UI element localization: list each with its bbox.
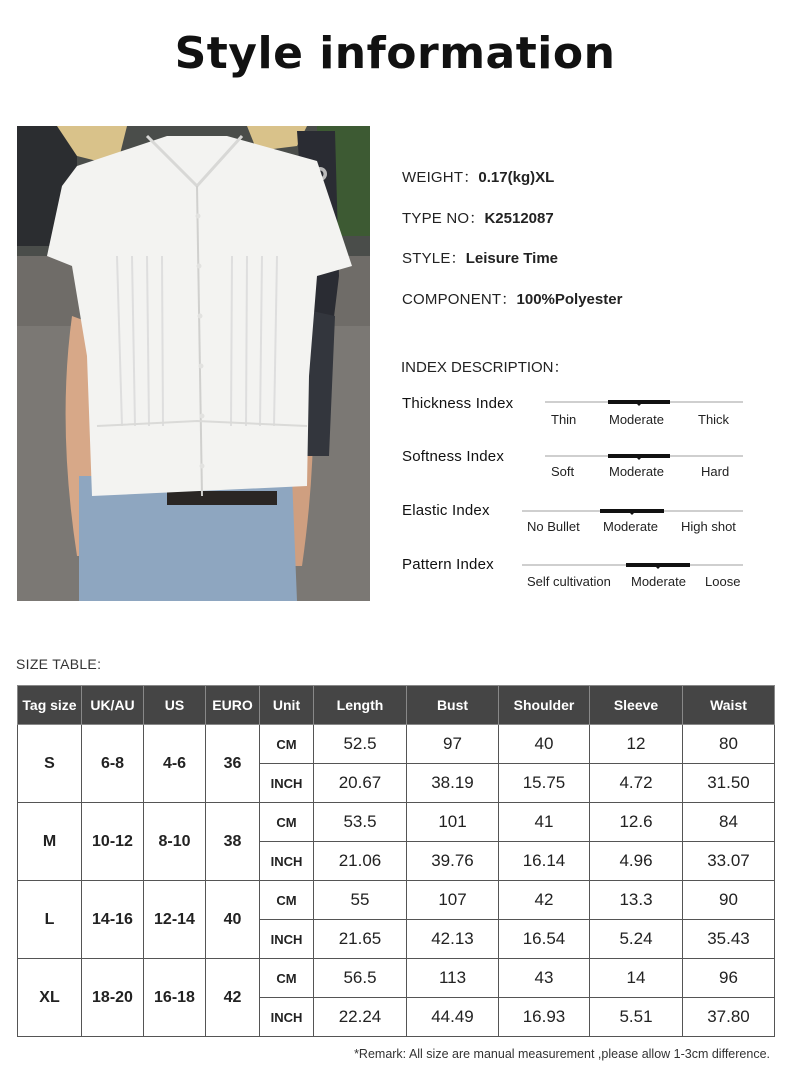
bust-cell: 97: [407, 725, 499, 764]
header-uk-au: UK/AU: [82, 686, 144, 725]
index-option-high-shot: High shot: [681, 519, 736, 534]
index-option-thin: Thin: [551, 412, 577, 427]
size-table-header-row: [18, 686, 775, 725]
product-photo-illustration: [17, 126, 370, 601]
tag-size-cell: S: [18, 725, 82, 803]
header-bust: Bust: [407, 686, 499, 725]
index-option-moderate: Moderate: [609, 412, 664, 427]
shoulder-cell: 41: [499, 803, 590, 842]
index-option-soft: Soft: [551, 464, 575, 479]
header-tag-size: Tag size: [18, 686, 82, 725]
shoulder-cell: 42: [499, 881, 590, 920]
euro-cell: 36: [206, 725, 260, 803]
index-option-hard: Hard: [701, 464, 730, 479]
waist-cell: 31.50: [683, 764, 775, 803]
length-cell: 53.5: [314, 803, 407, 842]
length-cell: 21.06: [314, 842, 407, 881]
length-cell: 20.67: [314, 764, 407, 803]
shoulder-cell: 40: [499, 725, 590, 764]
info-style-label: STYLE：: [402, 250, 466, 267]
sleeve-cell: 5.51: [590, 998, 683, 1037]
shoulder-cell: 43: [499, 959, 590, 998]
us-cell: 12-14: [144, 881, 206, 959]
unit-cell: INCH: [260, 920, 314, 959]
euro-cell: 38: [206, 803, 260, 881]
uk-au-cell: 6-8: [82, 725, 144, 803]
info-weight-value: 0.17(kg)XL: [478, 169, 555, 186]
index-option-loose: Loose: [705, 574, 741, 589]
uk-au-cell: 10-12: [82, 803, 144, 881]
waist-cell: 90: [683, 881, 775, 920]
index-name-thickness: Thickness Index: [402, 395, 514, 412]
bust-cell: 39.76: [407, 842, 499, 881]
us-cell: 4-6: [144, 725, 206, 803]
waist-cell: 37.80: [683, 998, 775, 1037]
bust-cell: 107: [407, 881, 499, 920]
shoulder-cell: 15.75: [499, 764, 590, 803]
size-table: [17, 685, 775, 1037]
index-name-softness: Softness Index: [402, 448, 505, 465]
waist-cell: 33.07: [683, 842, 775, 881]
page-title: Style information: [174, 28, 616, 79]
table-row: [18, 725, 775, 764]
unit-cell: INCH: [260, 764, 314, 803]
bust-cell: 42.13: [407, 920, 499, 959]
index-option-no-bullet: No Bullet: [527, 519, 580, 534]
sleeve-cell: 14: [590, 959, 683, 998]
info-type-no-value: K2512087: [484, 210, 554, 227]
info-component-value: 100%Polyester: [516, 291, 623, 308]
bust-cell: 38.19: [407, 764, 499, 803]
shoulder-cell: 16.54: [499, 920, 590, 959]
info-component-label: COMPONENT：: [402, 291, 517, 308]
tag-size-cell: L: [18, 881, 82, 959]
bust-cell: 113: [407, 959, 499, 998]
waist-cell: 84: [683, 803, 775, 842]
tag-size-cell: M: [18, 803, 82, 881]
sleeve-cell: 13.3: [590, 881, 683, 920]
waist-cell: 35.43: [683, 920, 775, 959]
bust-cell: 101: [407, 803, 499, 842]
sleeve-cell: 12.6: [590, 803, 683, 842]
euro-cell: 42: [206, 959, 260, 1037]
index-marker-softness: [608, 454, 670, 458]
remark-note: *Remark: All size are manual measurement ,please allow 1-3cm difference.: [354, 1047, 770, 1061]
shoulder-cell: 16.93: [499, 998, 590, 1037]
us-cell: 16-18: [144, 959, 206, 1037]
sleeve-cell: 12: [590, 725, 683, 764]
sleeve-cell: 5.24: [590, 920, 683, 959]
tag-size-cell: XL: [18, 959, 82, 1037]
header-us: US: [144, 686, 206, 725]
us-cell: 8-10: [144, 803, 206, 881]
unit-cell: INCH: [260, 842, 314, 881]
header-shoulder: Shoulder: [499, 686, 590, 725]
sleeve-cell: 4.96: [590, 842, 683, 881]
length-cell: 21.65: [314, 920, 407, 959]
info-component: [402, 288, 622, 309]
sleeve-cell: 4.72: [590, 764, 683, 803]
table-row: [18, 803, 775, 842]
header-waist: Waist: [683, 686, 775, 725]
info-weight-label: WEIGHT：: [402, 169, 479, 186]
length-cell: 22.24: [314, 998, 407, 1037]
index-marker-elastic: [600, 509, 664, 513]
shoulder-cell: 16.14: [499, 842, 590, 881]
unit-cell: CM: [260, 725, 314, 764]
waist-cell: 96: [683, 959, 775, 998]
length-cell: 55: [314, 881, 407, 920]
header-euro: EURO: [206, 686, 260, 725]
unit-cell: INCH: [260, 998, 314, 1037]
index-marker-thickness: [608, 400, 670, 404]
header-length: Length: [314, 686, 407, 725]
bust-cell: 44.49: [407, 998, 499, 1037]
header-unit: Unit: [260, 686, 314, 725]
unit-cell: CM: [260, 881, 314, 920]
index-option-moderate: Moderate: [631, 574, 686, 589]
length-cell: 56.5: [314, 959, 407, 998]
product-photo: [17, 126, 370, 601]
index-option-thick: Thick: [698, 412, 730, 427]
size-table-label: SIZE TABLE:: [16, 656, 102, 672]
table-row: [18, 959, 775, 998]
table-row: [18, 881, 775, 920]
unit-cell: CM: [260, 803, 314, 842]
uk-au-cell: 18-20: [82, 959, 144, 1037]
waist-cell: 80: [683, 725, 775, 764]
index-marker-pattern: [626, 563, 690, 567]
unit-cell: CM: [260, 959, 314, 998]
length-cell: 52.5: [314, 725, 407, 764]
index-name-pattern: Pattern Index: [402, 556, 494, 573]
index-description-title: INDEX DESCRIPTION：: [401, 359, 569, 376]
header-sleeve: Sleeve: [590, 686, 683, 725]
info-style: [402, 247, 558, 268]
euro-cell: 40: [206, 881, 260, 959]
info-type-no: [402, 207, 554, 228]
index-option-moderate: Moderate: [609, 464, 664, 479]
uk-au-cell: 14-16: [82, 881, 144, 959]
index-option-moderate: Moderate: [603, 519, 658, 534]
info-type-no-label: TYPE NO：: [402, 210, 485, 227]
index-option-self-cultivation: Self cultivation: [527, 574, 611, 589]
info-style-value: Leisure Time: [465, 250, 558, 267]
info-weight: [402, 166, 554, 187]
index-name-elastic: Elastic Index: [402, 502, 490, 519]
